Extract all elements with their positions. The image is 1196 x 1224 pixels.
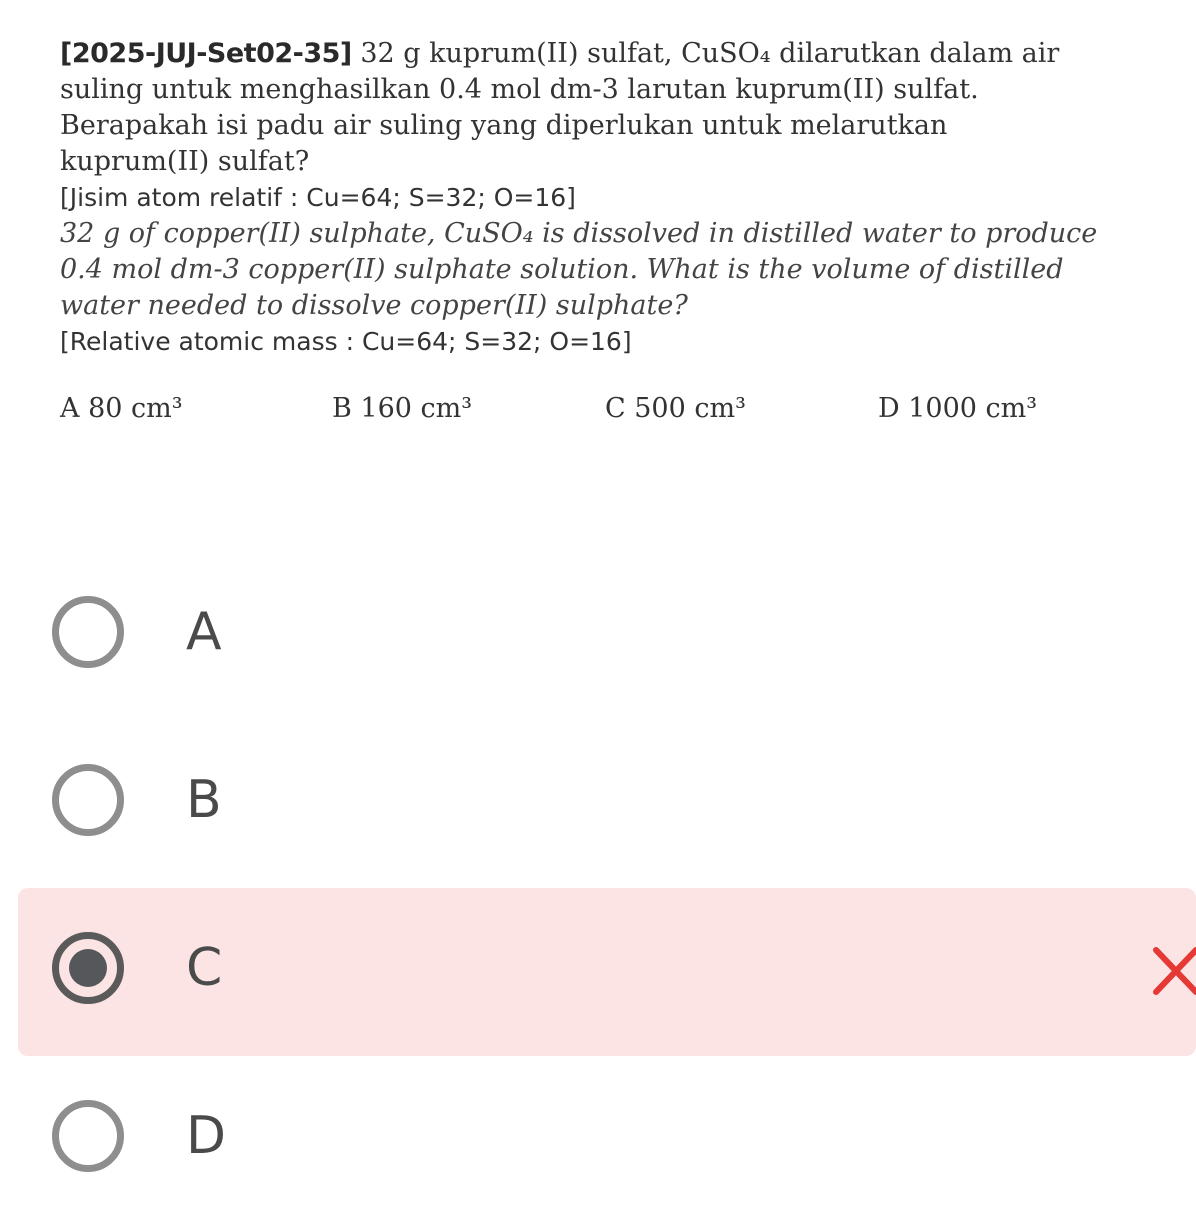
radio-selected-dot (69, 949, 107, 987)
question-en-text-3: water needed to dissolve copper(II) sulphate? (60, 290, 688, 321)
choice-text-c: C 500 cm³ (605, 393, 746, 424)
option-b[interactable] (18, 720, 1196, 888)
question-ms-text-3: Berapakah isi padu air suling yang diperlukan untuk melarutkan (60, 110, 948, 141)
question-en-text-2: 0.4 mol dm-3 copper(II) sulphate solution. What is the volume of distilled (60, 254, 1064, 285)
question-text (60, 36, 1170, 360)
question-ms-text-2: suling untuk menghasilkan 0.4 mol dm-3 larutan kuprum(II) sulfat. (60, 74, 979, 105)
question-id: [2025-JUJ-Set02-35] (60, 38, 352, 69)
radio-button-c[interactable] (52, 932, 124, 1004)
option-c[interactable] (18, 888, 1196, 1056)
option-a[interactable] (18, 552, 1196, 720)
option-d[interactable] (18, 1056, 1196, 1224)
choice-text-d: D 1000 cm³ (878, 393, 1038, 424)
question-en-mass-info: [Relative atomic mass : Cu=64; S=32; O=16] (60, 327, 632, 356)
radio-button-d[interactable] (52, 1100, 124, 1172)
choice-text-b: B 160 cm³ (332, 393, 473, 424)
question-en-text-1: 32 g of copper(II) sulphate, CuSO₄ is dissolved in distilled water to produce (60, 218, 1098, 249)
radio-button-a[interactable] (52, 596, 124, 668)
choice-text-a: A 80 cm³ (60, 393, 183, 424)
question-line-1 (60, 36, 1170, 72)
option-label-a: A (186, 602, 222, 662)
question-ms-mass-info: [Jisim atom relatif : Cu=64; S=32; O=16] (60, 183, 576, 212)
option-label-b: B (186, 770, 222, 830)
option-label-d: D (186, 1106, 227, 1166)
question-ms-text-4: kuprum(II) sulfat? (60, 146, 310, 177)
answer-choices-text (60, 393, 1160, 433)
radio-button-b[interactable] (52, 764, 124, 836)
cross-icon (1150, 940, 1196, 1000)
option-label-c: C (186, 938, 223, 998)
question-ms-text-1: 32 g kuprum(II) sulfat, CuSO₄ dilarutkan dalam air (351, 38, 1060, 69)
